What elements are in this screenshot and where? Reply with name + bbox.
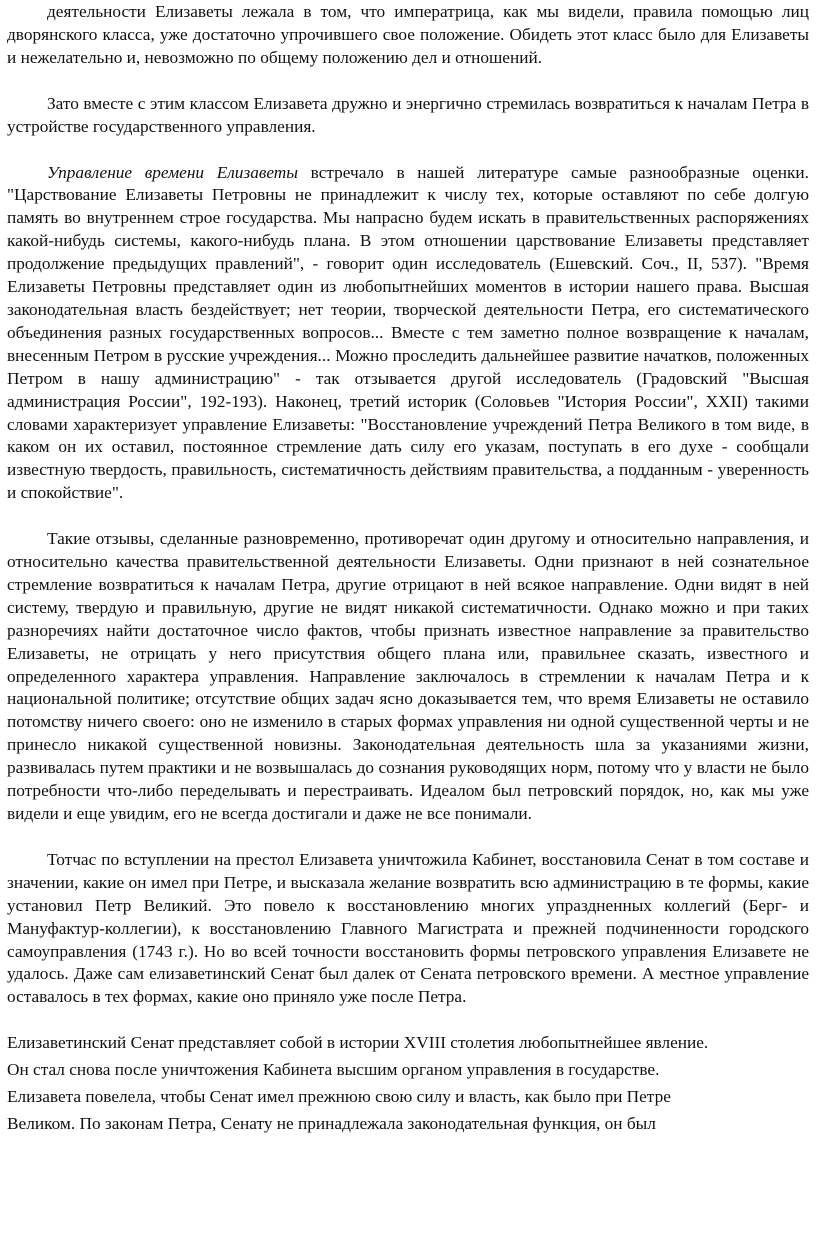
paragraph-6-line-4: Великом. По законам Петра, Сенату не принадлежала законодательная функция, он был xyxy=(7,1114,656,1134)
paragraph-2-text: Зато вместе с этим классом Елизавета дружно и энергично стремилась возвратиться к началам Петра в устройстве государственного управления. xyxy=(7,93,809,136)
paragraph-3-italic-lead: Управление времени Елизаветы xyxy=(47,162,298,182)
paragraph-6-line-2: Он стал снова после уничтожения Кабинета высшим органом управления в государстве. xyxy=(7,1060,660,1080)
paragraph-1-text: деятельности Елизаветы лежала в том, что императрица, как мы видели, правила помощью лиц дворянского класса, уже достаточно упрочившего свое положение. Обидеть этот класс было для Елизаветы и нежелательно и, невозможно по общему положению дел и отношений. xyxy=(7,2,809,67)
paragraph-6 xyxy=(7,1029,809,1137)
paragraph-6-line-1: Елизаветинский Сенат представляет собой в истории XVIII столетия любопытнейшее явление. xyxy=(7,1033,709,1053)
paragraph-2 xyxy=(7,93,809,139)
paragraph-5-text: Тотчас по вступлении на престол Елизавета уничтожила Кабинет, восстановила Сенат в том составе и значении, какие он имел при Петре, и высказала желание возвратить всю администрацию в те формы, какие установил Петр Великий. Это повело к восстановлению многих упраздненных коллегий (Берг- и Мануфактур-коллегии), к восстановлению Главного Магистрата и прежней подчиненности городского самоуправления (1743 г.). Но во всей точности восстановить формы петровского управления Елизавете не удалось. Даже сам елизаветинский Сенат был далек от Сената петровского времени. А местное управление оставалось в тех формах, какие оно приняло уже после Петра. xyxy=(7,849,809,1007)
paragraph-4-text: Такие отзывы, сделанные разновременно, противоречат один другому и относительно направления, и относительно качества правительственной деятельности Елизаветы. Одни признают в ней сознательное стремление возвратиться к началам Петра, другие отрицают в ней всякое направление. Одни видят в ней систему, твердую и правильную, другие не видят никакой систематичности. Однако можно и при таких разноречиях найти достаточное число фактов, чтобы признать известное направление за правительство Елизаветы, не отрицать у него присутствия общего плана или, правильнее сказать, известного и определенного характера управления. Направление заключалось в стремлении к началам Петра и к национальной политике; отсутствие общих задач ясно доказывается тем, что время Елизаветы не оставило потомству ничего своего: оно не изменило в старых формах управления ни одной существенной черты и не принесло никакой существенной новизны. Законодательная деятельность шла за указаниями жизни, развивалась путем практики и не возвышалась до сознания руководящих норм, потому что у власти не было потребности что-либо переделывать и перестраивать. Идеалом был петровский порядок, но, как мы уже видели и еще увидим, его не всегда достигали и даже не все понимали. xyxy=(7,529,809,823)
paragraph-6-line-3: Елизавета повелела, чтобы Сенат имел прежнюю свою силу и власть, как было при Петре xyxy=(7,1087,671,1107)
paragraph-1 xyxy=(7,1,809,70)
paragraph-3-text: встречало в нашей литературе самые разнообразные оценки. "Царствование Елизаветы Петровны не принадлежит к числу тех, которые оставляют по себе долгую память во внутреннем строе государства. Мы напрасно будем искать в правительственных распоряжениях какой-нибудь системы, какого-нибудь плана. В этом отношении царствование Елизаветы представляет продолжение предыдущих правлений", - говорит один исследователь (Ешевский. Соч., II, 537). "Время Елизаветы Петровны представляет один из любопытнейших моментов в истории нашего права. Высшая законодательная власть бездействует; нет теории, творческой деятельности Петра, его систематического объединения разных государственных вопросов... Вместе с тем заметно полное возвращение к началам, внесенным Петром в русские учреждения... Можно проследить дальнейшее развитие начатков, положенных Петром в нашу администрацию" - так отзывается другой исследователь (Градовский "Высшая администрация России", 192-193). Наконец, третий историк (Соловьев "История России", XXII) такими словами характеризует управление Елизаветы: "Восстановление учреждений Петра Великого в том виде, в каком он их оставил, постоянное стремление дать силу его указам, поступать в его духе - сообщали известную твердость, правильность, систематичность действиям правительства, а подданным - уверенность и спокойствие". xyxy=(7,162,809,503)
paragraph-5 xyxy=(7,849,809,1009)
paragraph-4 xyxy=(7,528,809,826)
paragraph-3 xyxy=(7,162,809,506)
